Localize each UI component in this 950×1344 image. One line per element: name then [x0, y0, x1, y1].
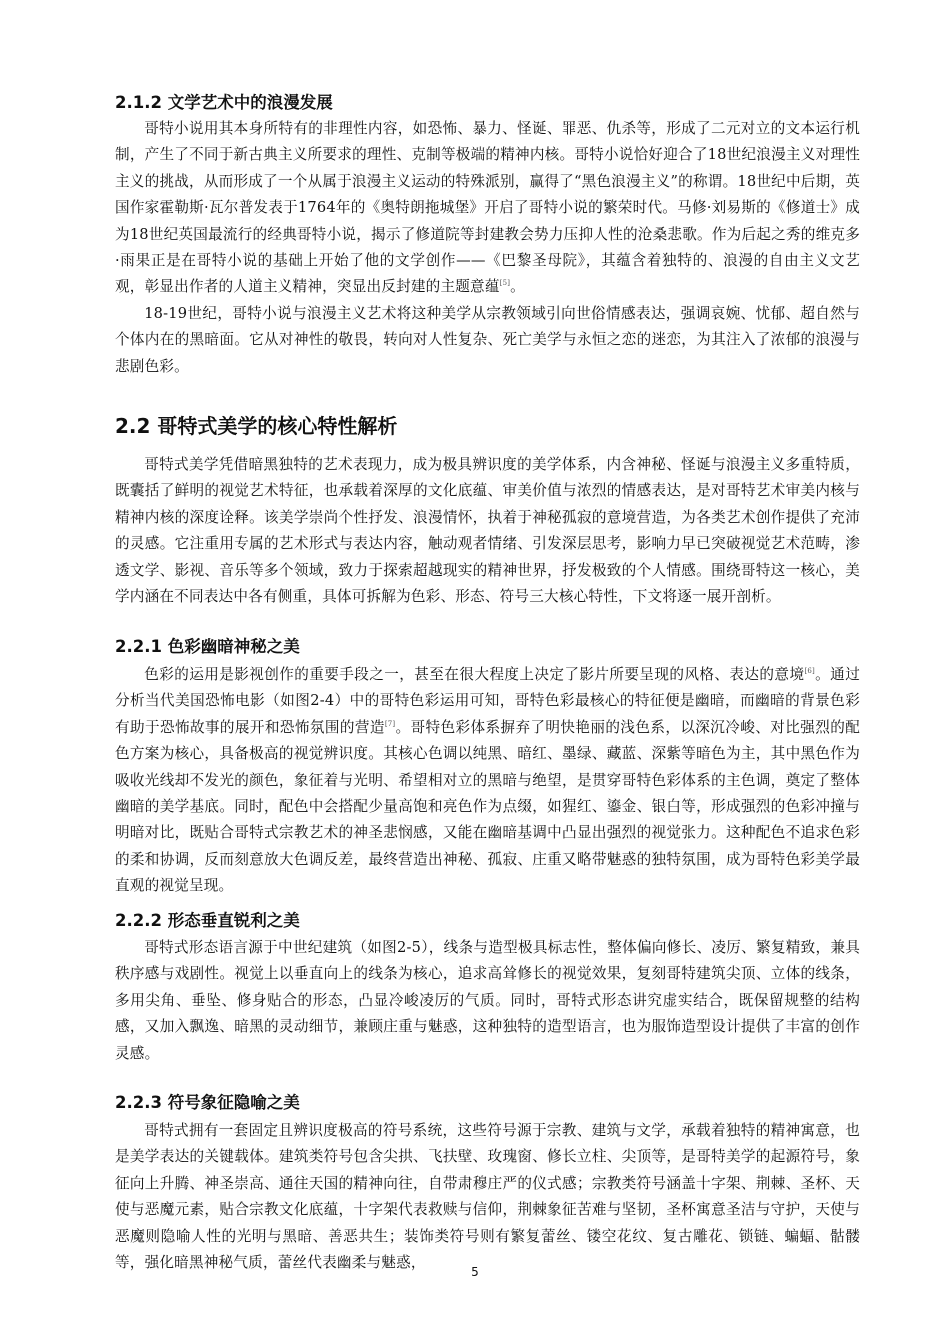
section-heading-2-2-2: 2.2.2 形态垂直锐利之美	[115, 911, 300, 930]
paragraph-text-part3: 。哥特色彩体系摒弃了明快艳丽的浅色系，以深沉冷峻、对比强烈的配色方案为核心，具备极高的视觉辨识度。其核心色调以纯黑、暗红、墨绿、藏蓝、深紫等暗色为主，其中黑色作为吸收光线却不发光的颜色，象征着与光明、希望相对立的黑暗与绝望，是贯穿哥特色彩体系的主色调，奠定了整体幽暗的美学基底。同时，配色中会搭配少量高饱和亮色作为点缀，如猩红、鎏金、银白等，形成强烈的色彩冲撞与明暗对比，既贴合哥特式宗教艺术的神圣悲悯感，又能在幽暗基调中凸显出强烈的视觉张力。这种配色不追求色彩的柔和协调，反而刻意放大色调反差，最终营造出神秘、孤寂、庄重又略带魅惑的独特氛围，成为哥特色彩美学最直观的视觉呈现。	[115, 718, 860, 895]
paragraph-text-part2: 。通过分析当代美国恐怖电影（如图2-4）中的哥特色彩运用可知，哥特色彩最核心的特征便是幽暗，而幽暗的背景色彩有助于恐怖故事的展开和恐怖氛围的营造	[115, 666, 860, 736]
paragraph-text-part1: 色彩的运用是影视创作的重要手段之一，甚至在很大程度上决定了影片所要呈现的风格、表达的意境	[144, 666, 805, 683]
citation-5: [5]	[499, 279, 511, 288]
paragraph-2-2: 哥特式美学凭借暗黑独特的艺术表现力，成为极具辨识度的美学体系，内含神秘、怪诞与浪漫主义多重特质，既囊括了鲜明的视觉艺术特征，也承载着深厚的文化底蕴、审美价值与浓烈的情感表达，是对哥特艺术审美内核与精神内核的深度诠释。该美学崇尚个性抒发、浪漫情怀，执着于神秘孤寂的意境营造，为各类艺术创作提供了充沛的灵感。它注重用专属的艺术形式与表达内容，触动观者情绪、引发深层思考，影响力早已突破视觉艺术范畴，渗透文学、影视、音乐等多个领域，致力于探索超越现实的精神世界，抒发极致的个人情感。围绕哥特这一核心，美学内涵在不同表达中各有侧重，具体可拆解为色彩、形态、符号三大核心特性，下文将逐一展开剖析。	[115, 456, 860, 606]
paragraph-2-2-3: 哥特式拥有一套固定且辨识度极高的符号系统，这些符号源于宗教、建筑与文学，承载着独特的精神寓意，也是美学表达的关键载体。建筑类符号包含尖拱、飞扶壁、玫瑰窗、修长立柱、尖顶等，是哥特美学的起源符号，象征向上升腾、神圣崇高、通往天国的精神向往，自带肃穆庄严的仪式感；宗教类符号涵盖十字架、荆棘、圣杯、天使与恶魔元素，贴合宗教文化底蕴，十字架代表救赎与信仰，荆棘象征苦难与坚韧，圣杯寓意圣洁与守护，天使与恶魔则隐喻人性的光明与黑暗、善恶共生；装饰类符号则有繁复蕾丝、镂空花纹、复古雕花、锁链、蝙蝠、骷髅等，强化暗黑神秘气质，蕾丝代表幽柔与魅惑，	[115, 1122, 860, 1272]
paragraph-2-2-1	[115, 662, 860, 900]
section-heading-2-2: 2.2 哥特式美学的核心特性解析	[115, 414, 398, 438]
section-heading-2-2-3: 2.2.3 符号象征隐喻之美	[115, 1093, 300, 1112]
page-content	[115, 92, 860, 1272]
citation-6: [6]	[804, 667, 815, 675]
page-number: 5	[471, 1265, 479, 1279]
paragraph-text: 哥特小说用其本身所特有的非理性内容，如恐怖、暴力、怪诞、罪恶、仇杀等，形成了二元对立的文本运行机制，产生了不同于新古典主义所要求的理性、克制等极端的精神内核。哥特小说恰好迎合了18世纪浪漫主义对理性主义的挑战，从而形成了一个从属于浪漫主义运动的特殊派别，赢得了“黑色浪漫主义”的称谓。18世纪中后期，英国作家霍勒斯·瓦尔普发表于1764年的《奥特朗拖城堡》开启了哥特小说的繁荣时代。马修·刘易斯的《修道士》成为18世纪英国最流行的经典哥特小说，揭示了修道院等封建教会势力压抑人性的沧桑悲歌。作为后起之秀的维克多·雨果正是在哥特小说的基础上开始了他的文学创作——《巴黎圣母院》，其蕴含着独特的、浪漫的自由主义文艺观，彰显出作者的人道主义精神，突显出反封建的主题意蕴	[115, 120, 860, 296]
paragraph-end: 。	[510, 278, 525, 296]
citation-7: [7]	[384, 719, 396, 728]
paragraph-2-2-2: 哥特式形态语言源于中世纪建筑（如图2-5），线条与造型极具标志性，整体偏向修长、凌厉、繁复精致，兼具秩序感与戏剧性。视觉上以垂直向上的线条为核心，追求高耸修长的视觉效果，复刻哥特建筑尖顶、立体的线条，多用尖角、垂坠、修身贴合的形态，凸显冷峻凌厉的气质。同时，哥特式形态讲究虚实结合，既保留规整的结构感，又加入飘逸、暗黑的灵动细节，兼顾庄重与魅惑，这种独特的造型语言，也为服饰造型设计提供了丰富的创作灵感。	[115, 939, 860, 1062]
paragraph-2-1-2-second: 18-19世纪，哥特小说与浪漫主义艺术将这种美学从宗教领域引向世俗情感表达，强调哀婉、忧郁、超自然与个体内在的黑暗面。它从对神性的敬畏，转向对人性复杂、死亡美学与永恒之恋的迷恋，为其注入了浓郁的浪漫与悲剧色彩。	[115, 304, 860, 375]
paragraph-2-1-2-first	[115, 116, 860, 301]
section-heading-2-1-2: 2.1.2 文学艺术中的浪漫发展	[115, 93, 333, 112]
section-heading-2-2-1: 2.2.1 色彩幽暗神秘之美	[115, 637, 300, 656]
